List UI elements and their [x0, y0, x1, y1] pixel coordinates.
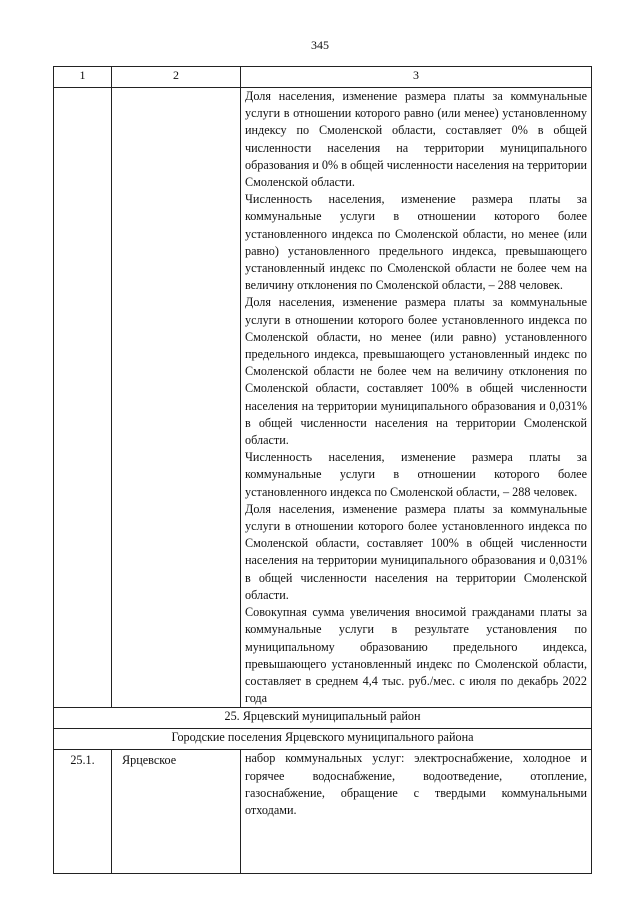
section-row: [54, 708, 592, 729]
row-number: 25.1.: [54, 750, 112, 874]
paragraph: Численность населения, изменение размера платы за коммунальные услуги в отношении которого более установленного индекса по Смоленской области, но менее (или равно) установленного предельного индекса, превышающего установленный индекс по Смоленской области не более чем на величину отклонения по Смоленской области, – 288 человек.: [245, 192, 587, 293]
header-col-2: 2: [112, 67, 241, 88]
paragraph: Доля населения, изменение размера платы за коммунальные услуги в отношении которого более установленного индекса по Смоленской области, составляет 100% в общей численности населения на территории муниципального образования и 0,031% в общей численности населения на территории Смоленской области.: [245, 501, 587, 602]
table-row-continued: [54, 88, 592, 708]
header-col-3: 3: [241, 67, 592, 88]
section-title: 25. Ярцевский муниципальный район: [54, 708, 592, 729]
table-header-row: [54, 67, 592, 88]
table-row: [54, 750, 592, 874]
paragraph: набор коммунальных услуг: электроснабжение, холодное и горячее водоснабжение, водоотведение, отопление, газоснабжение, обращение с твердыми коммунальными отходами.: [245, 751, 587, 817]
page-number: 345: [311, 38, 329, 52]
paragraph: Доля населения, изменение размера платы за коммунальные услуги в отношении которого равно (или менее) установленному индексу по Смоленской области, составляет 0% в общей численности населения на территории муниципального образования и 0% в общей численности населения на территории Смоленской области.: [245, 89, 587, 190]
cell-description: [241, 750, 592, 874]
subsection-title: Городские поселения Ярцевского муниципального района: [54, 729, 592, 750]
cell-description: [241, 88, 592, 708]
cell-num-empty: [54, 88, 112, 708]
paragraph: Совокупная сумма увеличения вносимой гражданами платы за коммунальные услуги в результате установления по муниципальному образованию предельного индекса, превышающего установленный индекс по Смоленской области, составляет в среднем 4,4 тыс. руб./мес. с июля по декабрь 2022 года: [245, 605, 587, 706]
tariff-table: [53, 66, 592, 874]
paragraph: Доля населения, изменение размера платы за коммунальные услуги в отношении которого более установленного индекса по Смоленской области, но менее (или равно) установленного предельного индекса, превышающего установленный индекс по Смоленской области не более чем на величину отклонения по Смоленской области, составляет 100% в общей численности населения на территории муниципального образования и 0,031% в общей численности населения на территории Смоленской области.: [245, 295, 587, 448]
paragraph: Численность населения, изменение размера платы за коммунальные услуги в отношении которого более установленного индекса по Смоленской области, – 288 человек.: [245, 450, 587, 499]
subsection-row: [54, 729, 592, 750]
settlement-name: Ярцевское: [112, 750, 241, 874]
cell-name-empty: [112, 88, 241, 708]
header-col-1: 1: [54, 67, 112, 88]
